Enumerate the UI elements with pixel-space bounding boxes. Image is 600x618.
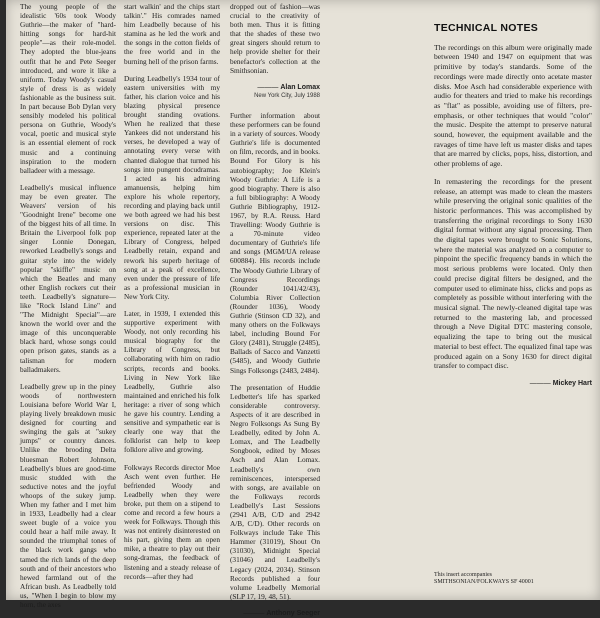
section-heading: TECHNICAL NOTES: [434, 22, 539, 34]
signature-place-date: New York City, July 1988: [254, 92, 320, 99]
insert-note-line: This insert accompanies: [434, 572, 492, 578]
signature-mickey-hart: ——— Mickey Hart: [434, 379, 592, 389]
booklet-page: [6, 0, 600, 617]
paragraph: During Leadbelly's 1934 tour of eastern universities with my father, his clarion voice and his blazing physical presence brought standing ovations. When he realized that these Yankees did not understand his verses, he developed a way of annotating every verse with chanted dialogue that turned his songs into pungent docudramas. I acted as his admiring amanuensis, helping him explore his whole repertory, recording and playing back until we both agreed we had his best versions on disc. This experience, repeated later at the Library of Congress, helped Leadbelly retain, expand and rework his superb heritage of song at a peak of excellence, even under the pressure of life as a professional musician in New York City.: [124, 73, 220, 301]
paragraph: The young people of the idealistic '60s took Woody Guthrie—the maker of "hard-hitting songs for hard-hit people"—as their role-model. They adopted the blue-jeans outfit that he and Pete Seeger introduced, and wore it like a uniform. Today Woody's casual style of dress is as widely fashionable as the business suit. In part because Bob Dylan very sensibly modeled his political persona on Guthrie, Woody's vocal, poetic and musical style is an essential element of rock music and a continuing inspiration to the modern balladeer with a message.: [20, 2, 116, 175]
paragraph: The recordings on this album were originally made between 1940 and 1947 on equipment that was primitive by today's standards. Some of the recordings were made directly onto acetate master disks. Moe Asch had considerable experience with audio for theaters and tried to make his recordings as "flat" as possible, avoiding use of filters, pre-emphasis, or other techniques that would "color" the music. Despite the attempt to preserve natural sound, however, the equipment available and the ravages of time have left us master disks and tapes that are marred by clicks, pops, hiss, distortion, and other problems of age.: [434, 42, 592, 169]
paragraph: start walkin' and the chips start talkin'." His comrades named him Leadbelly because of his stamina as he led the work and the songs in the cotton fields of the free world and in the burning hell of the prison farms.: [124, 2, 220, 66]
paragraph: dropped out of fashion—was crucial to the creativity of both men. Thus it is fitting that the shades of these two great singers should return to help provide shelter for their benefactor's collection at the Smithsonian.: [230, 2, 320, 75]
signature-anthony-seeger: ——— Anthony Seeger: [230, 609, 320, 618]
insert-note-catalog: SMITHSONIAN/FOLKWAYS SF 40001: [434, 579, 534, 585]
text-column-1: [20, 2, 116, 617]
paragraph: Later, in 1939, I extended this supportive experiment with Woody, not only recording his musical biography for the Library of Congress, but collaborating with him on radio scripts, records and books. Living in New York like Leadbelly, Guthrie also maintained and enriched his folk heritage: a river of song which he gave his country. Lending a sensitive and sympathetic ear is clearly one way that the folklorist can help to keep folklore alive and growing.: [124, 309, 220, 455]
text-column-2: [124, 2, 220, 589]
paragraph: The presentation of Huddie Ledbetter's life has sparked considerable controversy. Aspects of it are described in Negro Folksongs As Sung By Leadbelly, edited by John A. Lomax, and The Leadbelly Songbook, edited by Moses Asch and Alan Lomax. Leadbelly's own reminiscences, interspersed with songs, are available on the Folkways records Leadbelly's Last Sessions (2941 A/B, C/D and 2942 A/B, C/D). Other records on Folkways include Take This Hammer (31019), Shout On (31030), Midnight Special (31046) and Leadbelly's Legacy (2024, 2034). Stinson Records published a four volume Leadbelly Memorial (SLP 17, 19, 48, 51).: [230, 382, 320, 601]
paragraph: Leadbelly's musical influence may be even greater. The Weavers' version of his "Goodnight Irene" become one of the biggest hits of all time. In Britain the Liverpool folk pop singer Lonnie Donegan, reworked Leadbelly's songs and guitar style into the widely popular "skiffle" music on which the Beatles and many other English rockers cut their teeth. Leadbelly's signature—like "Rock Island Line" and "The Midnight Special"—are known the world over and the image of this unconquerable black hard, whose songs could open prison gates, stands as a talisman for modern balladmakers.: [20, 182, 116, 374]
paragraph: Further information about these performers can be found in a variety of sources. Woody Guthrie's life is documented on film, records, and in books. Bound For Glory is his autobiography; Joe Klein's Woody Guthrie: A Life is a good biography. There is also a full bibliography: A Woody Guthrie Bibliography, 1912-1967, by R.A. Reuss. Hard Travelling: Woody Guthrie is a 70-minute video documentary of Guthrie's life and songs (MGM/UA release 600884). His records include The Woody Guthrie Library of Congress Recordings (Rounder 1041/42/43), Columbia River Collection (Rounder 1036), Woody Guthrie (Stinson CD 32), and many others on the Folkways label, including Bound For Glory (2481), Struggle (2485), Ballads of Sacco and Vanzetti (5485), and Woody Guthrie Sings Folksongs (2483, 2484).: [230, 110, 320, 375]
paragraph: Folkways Records director Moe Asch went even further. He befriended Woody and Leadbelly when they were broke, put them on a stipend to come and record a few hours a week for Folkways. Though this was not entirely disinterested on his part, giving them an open mike, a theatre to play out their song-dramas, the feedback of listening and a steady release of records—after they had: [124, 462, 220, 581]
paragraph: Leadbelly grew up in the piney woods of northwestern Louisiana before World War I, playing lively breakdown music designed for courting and swinging the gals at "sukey jumps" or country dances. Unlike the brooding Delta bluesman Robert Johnson, Leadbelly's blues are good-time music studded with the seductive notes and the joyful whoops of the sukey jump. When my father and I met him in 1933, Leadbelly had a clear sweet bugle of a voice you could hear a half mile away. It sounded the triumphal tones of the black work gangs who tamed the rich lands of the deep south and of their ancestors who hewed farmland out of the African bush. As Leadbelly told us, "When I begin to blow my horn, the axes: [20, 381, 116, 609]
insert-note: [434, 572, 594, 586]
technical-notes-column: [434, 24, 592, 389]
signature-alan-lomax: ——— Alan Lomax: [230, 83, 320, 92]
paragraph: In remastering the recordings for the present release, an attempt was made to clean the masters while preserving the original sonic qualities of the historic performances. This was accomplished by transferring the original recordings to Sony 1630 digital format without any signal processing. Then the digital tapes were brought to Sonic Solutions, where the material was analyzed on a computer to pinpoint the specific frequency bands in which the most serious problems were located. Only then could precise digital filters be designed, and the computer used to eliminate hiss, clicks and pops as completely as possible without interfering with the musical signal. The newly-cleaned digital tape was returned to the mastering lab, and processed through a Neve Digital DTC mastering console, equalizing the tape to bring out the musical material to best effect. The equalized final tape was produced again on a Sony 1630 for direct digital transfer to compact disc.: [434, 176, 592, 371]
text-column-3: [230, 2, 320, 618]
